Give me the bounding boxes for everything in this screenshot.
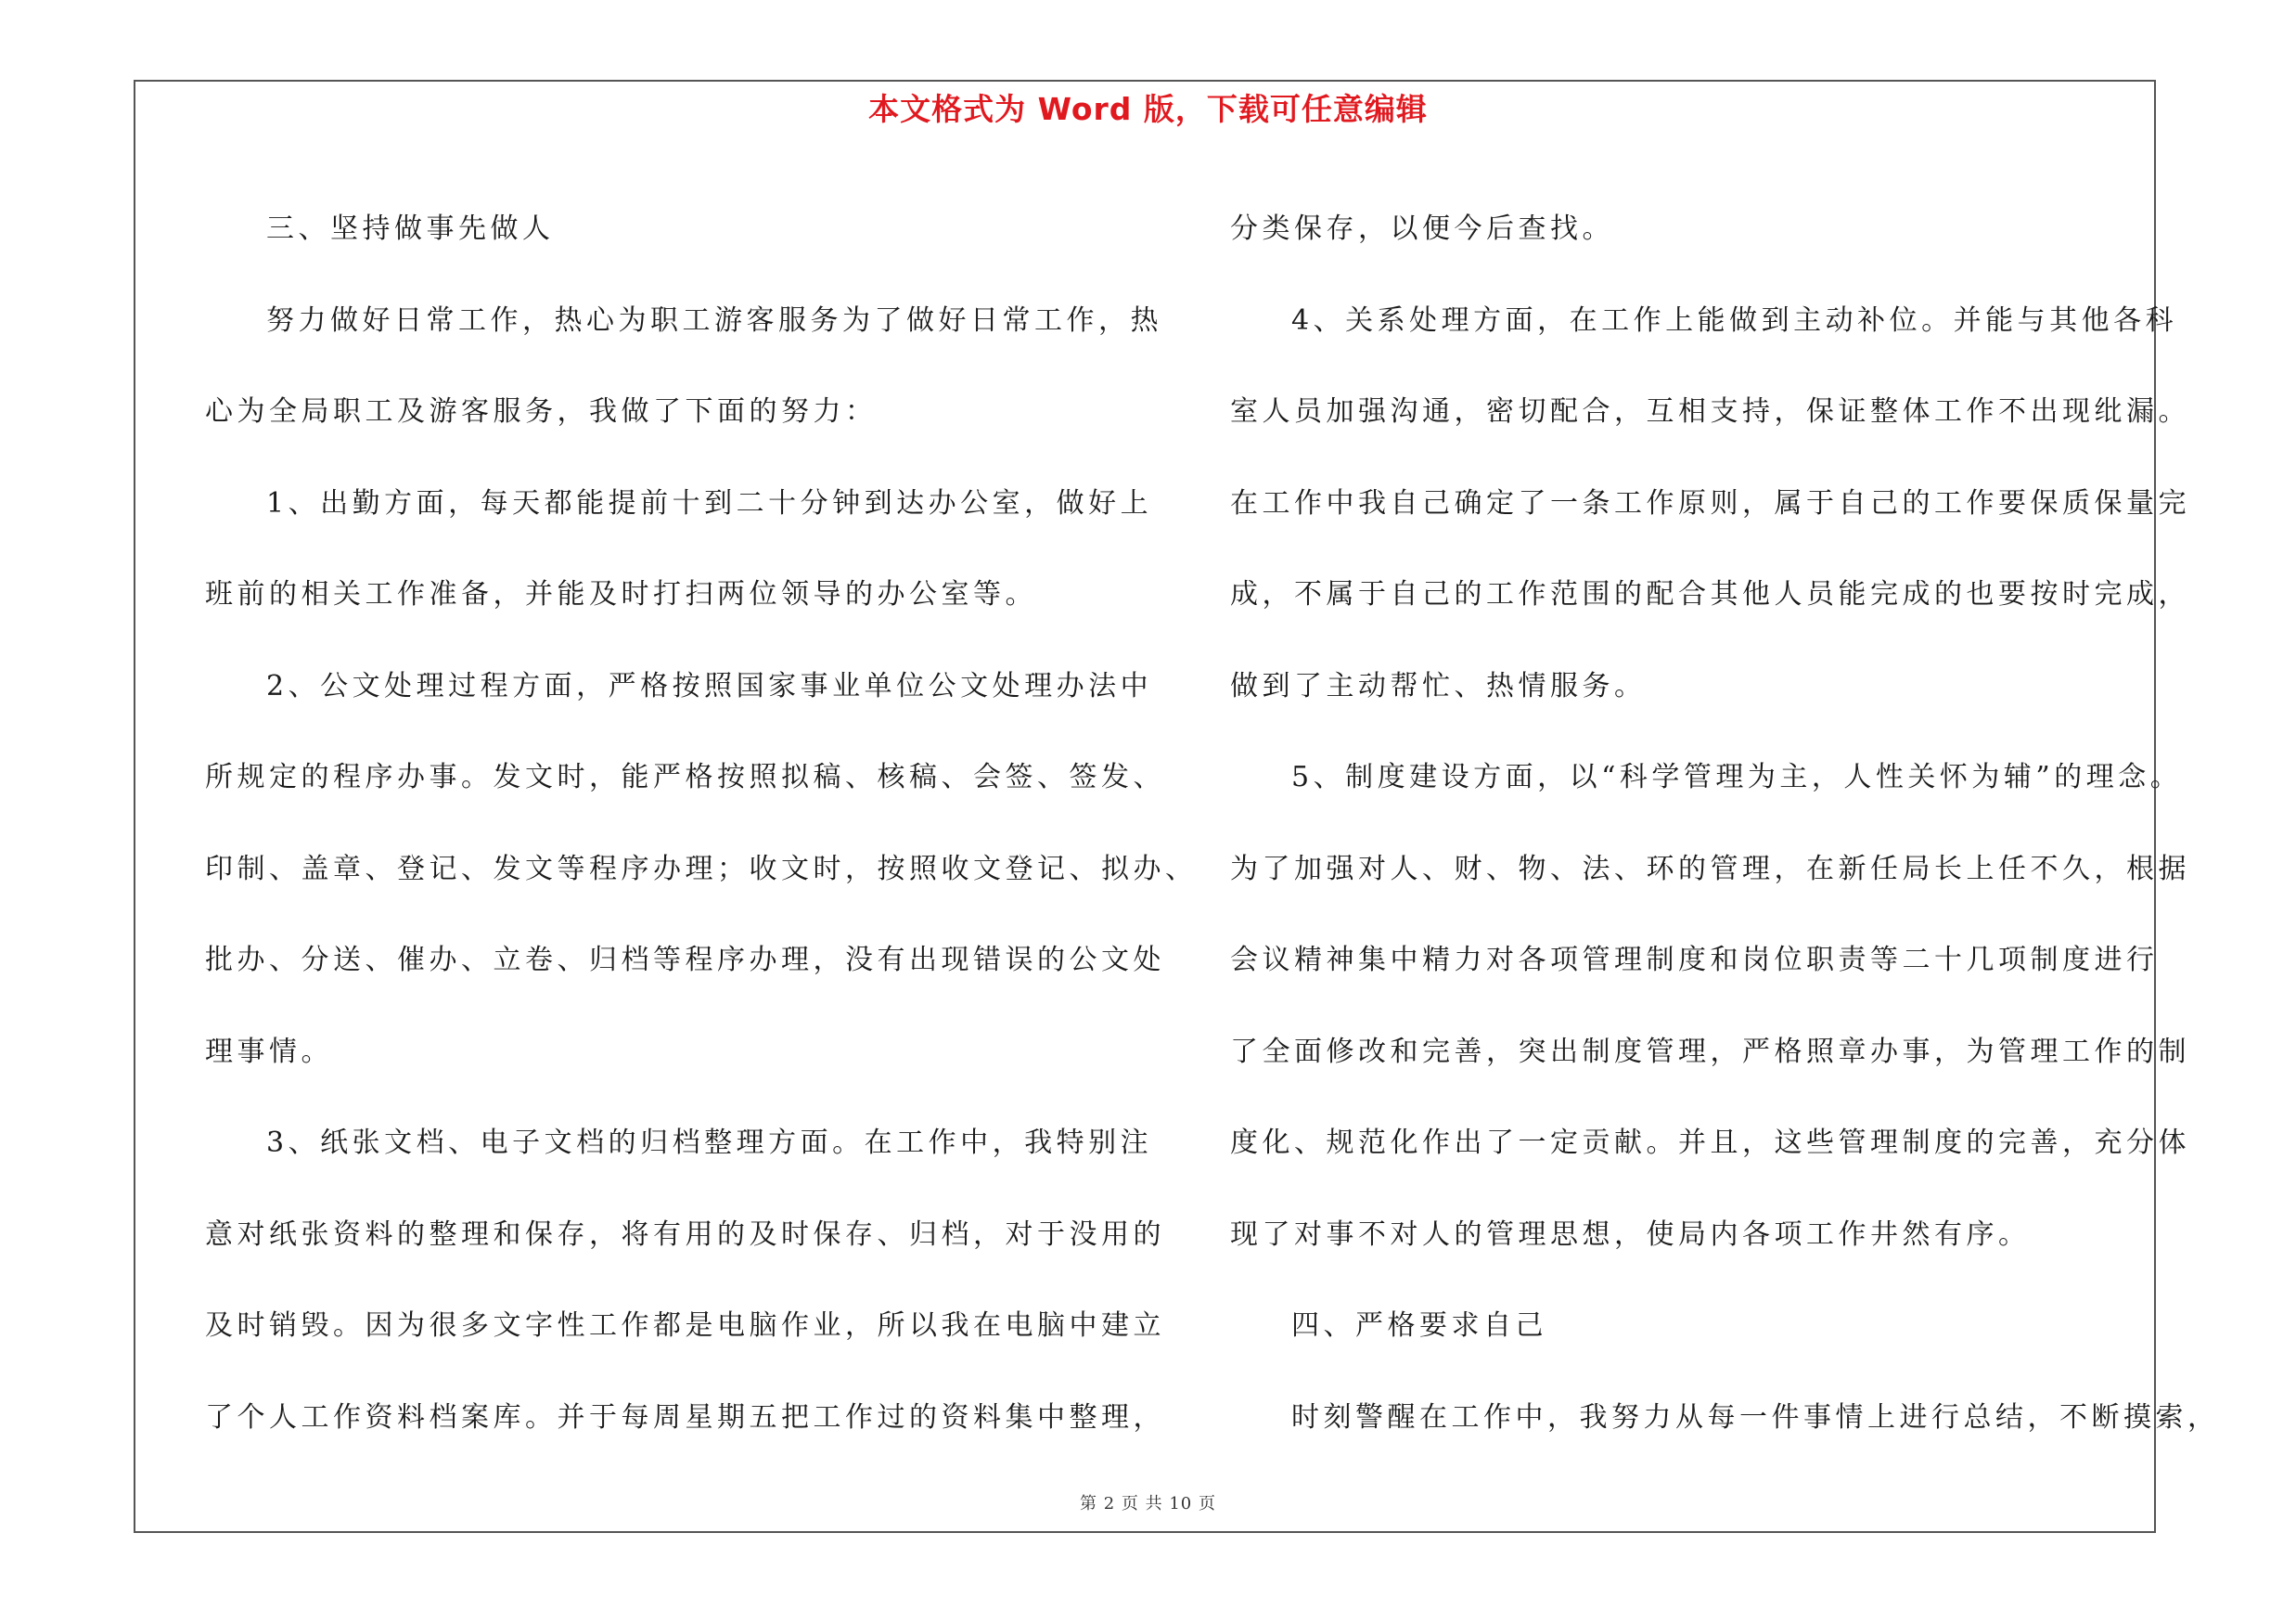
page-number-footer: 第 2 页 共 10 页 [1080,1494,1216,1514]
text-line: 3、纸张文档、电子文档的归档整理方面。在工作中，我特别注 [266,1127,1153,1159]
text-line: 了全面修改和完善，突出制度管理，严格照章办事，为管理工作的制 [1230,1035,2190,1068]
text-line: 2、公文处理过程方面，严格按照国家事业单位公文处理办法中 [266,669,1153,702]
text-line: 四、严格要求自己 [1291,1309,1547,1342]
text-line: 班前的相关工作准备，并能及时打扫两位领导的办公室等。 [205,578,1037,611]
right-text-column [1230,184,2220,1463]
text-line: 1、出勤方面，每天都能提前十到二十分钟到达办公室，做好上 [266,486,1153,520]
text-line: 5、制度建设方面，以“科学管理为主，人性关怀为辅”的理念。 [1291,761,2183,793]
text-line: 室人员加强沟通，密切配合，互相支持，保证整体工作不出现纰漏。 [1230,395,2190,428]
text-line: 会议精神集中精力对各项管理制度和岗位职责等二十几项制度进行 [1230,944,2159,976]
text-line: 了个人工作资料档案库。并于每周星期五把工作过的资料集中整理， [205,1400,1165,1434]
left-text-column [205,184,1198,1463]
text-line: 所规定的程序办事。发文时，能严格按照拟稿、核稿、会签、签发、 [205,761,1165,793]
text-line: 分类保存，以便今后查找。 [1230,213,1614,245]
text-line: 现了对事不对人的管理思想，使局内各项工作井然有序。 [1230,1217,2031,1251]
text-line: 4、关系处理方面，在工作上能做到主动补位。并能与其他各科 [1291,303,2178,337]
text-line: 意对纸张资料的整理和保存，将有用的及时保存、归档，对于没用的 [205,1217,1165,1251]
text-line: 做到了主动帮忙、热情服务。 [1230,669,1647,702]
text-line: 心为全局职工及游客服务，我做了下面的努力： [205,395,878,428]
text-line: 印制、盖章、登记、发文等程序办理；收文时，按照收文登记、拟办、 [205,852,1198,885]
text-line: 理事情。 [205,1035,333,1068]
text-line: 三、坚持做事先做人 [266,213,555,245]
text-line: 为了加强对人、财、物、法、环的管理，在新任局长上任不久，根据 [1230,852,2190,885]
text-line: 在工作中我自己确定了一条工作原则，属于自己的工作要保质保量完 [1230,486,2190,520]
format-banner: 本文格式为 Word 版，下载可任意编辑 [868,91,1428,127]
text-line: 批办、分送、催办、立卷、归档等程序办理，没有出现错误的公文处 [205,944,1165,976]
text-line: 努力做好日常工作，热心为职工游客服务为了做好日常工作，热 [266,303,1162,337]
text-line: 成，不属于自己的工作范围的配合其他人员能完成的也要按时完成， [1230,578,2190,611]
text-line: 时刻警醒在工作中，我努力从每一件事情上进行总结，不断摸索， [1291,1400,2220,1434]
text-line: 及时销毁。因为很多文字性工作都是电脑作业，所以我在电脑中建立 [205,1309,1165,1342]
text-line: 度化、规范化作出了一定贡献。并且，这些管理制度的完善，充分体 [1230,1127,2190,1159]
